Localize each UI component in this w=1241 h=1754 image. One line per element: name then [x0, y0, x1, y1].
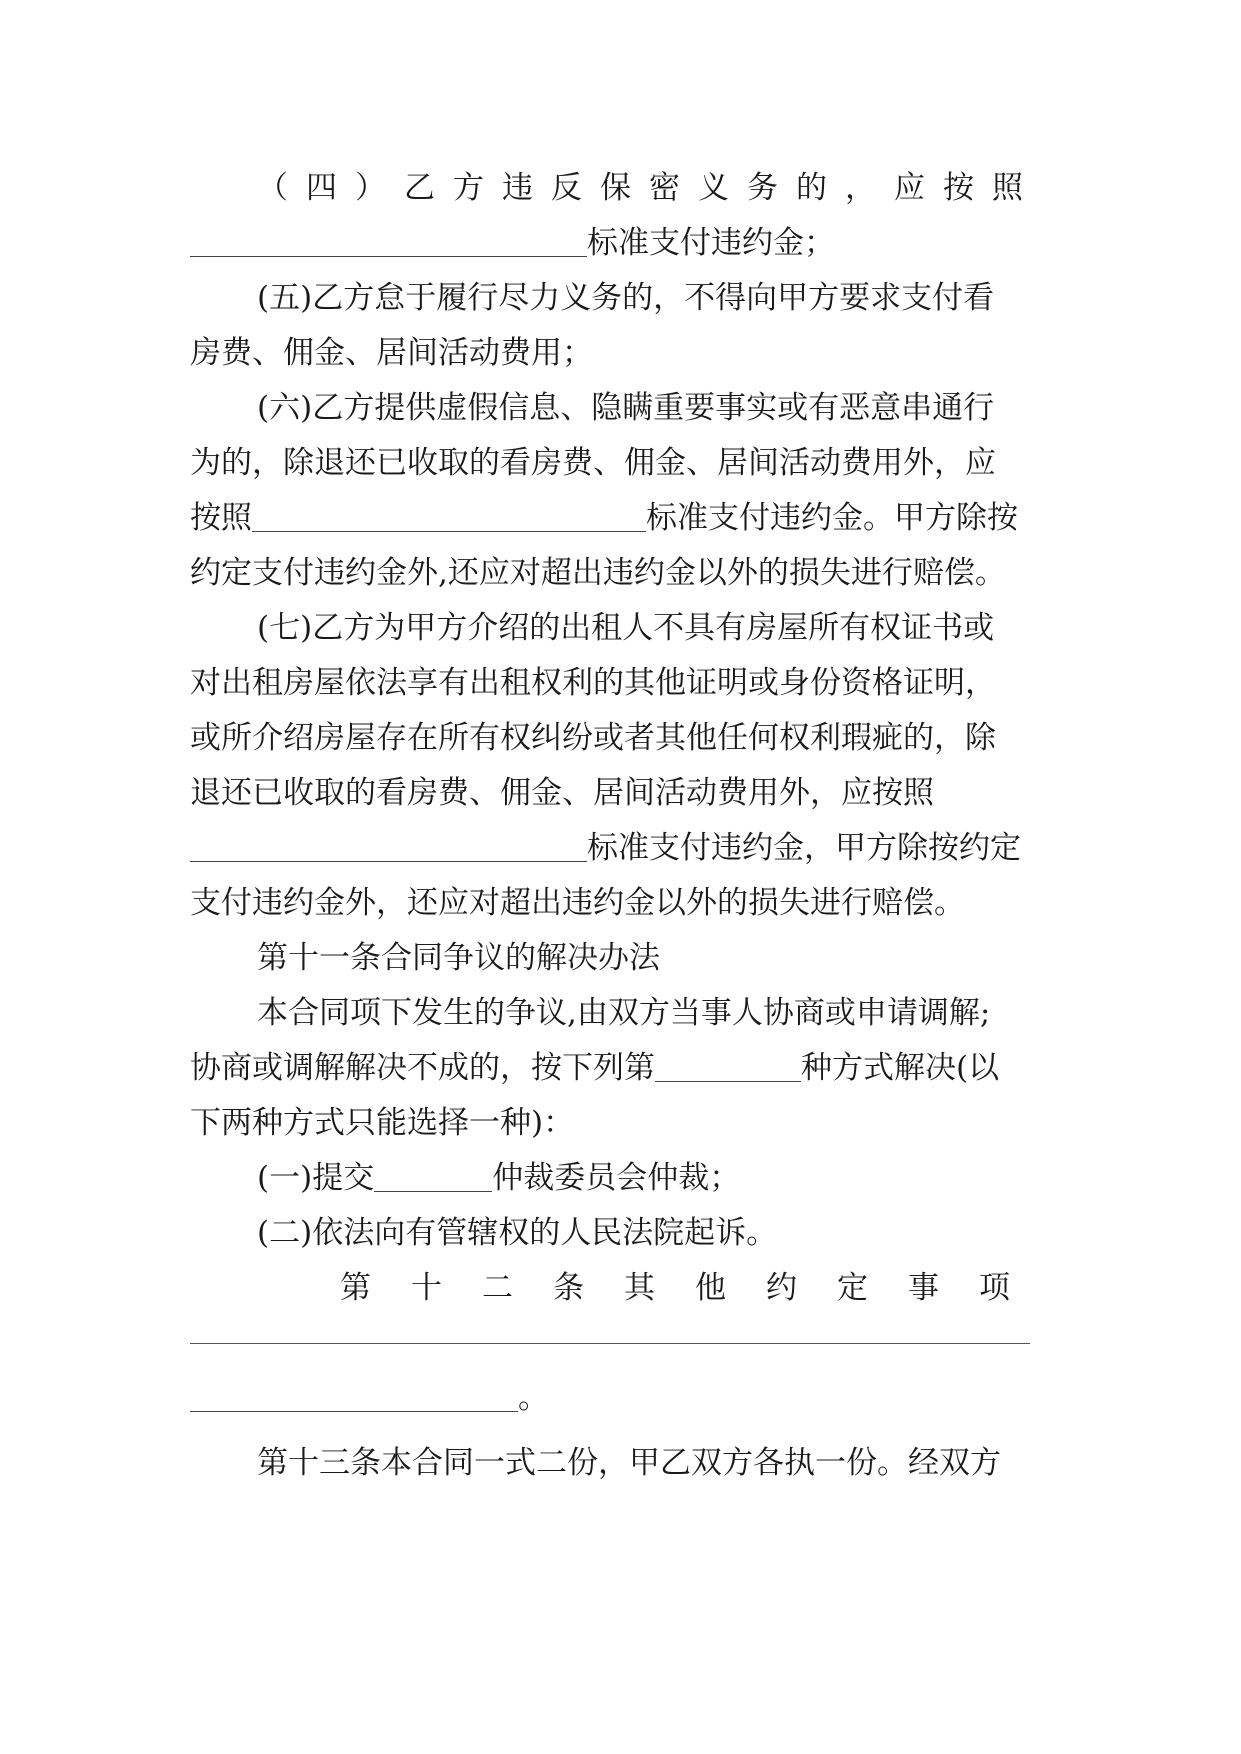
fill-blank-penalty-2[interactable] [252, 501, 646, 532]
clause-6-text-3b: 标准支付违约金。甲方除按 [646, 500, 1018, 536]
clause-7-line-6 [190, 875, 1050, 931]
clause-6-line-4 [190, 545, 1050, 601]
clause-7-text-4: 退还已收取的看房费、佣金、居间活动费用外，应按照 [190, 775, 934, 811]
clause-6-text-1: (六)乙方提供虚假信息、隐瞒重要事实或有恶意串通行 [257, 390, 995, 426]
article-11-text-2b: 种方式解决(以 [801, 1050, 1000, 1086]
fill-blank-penalty-1[interactable] [190, 226, 587, 257]
clause-7-text-2: 对出租房屋依法享有出租权利的其他证明或身份资格证明， [190, 665, 996, 701]
clause-6-line-2 [190, 435, 1050, 491]
clause-5-text-1: (五)乙方怠于履行尽力义务的，不得向甲方要求支付看 [257, 280, 995, 316]
article-11-text-1: 本合同项下发生的争议,由双方当事人协商或申请调解; [257, 995, 991, 1031]
clause-5-line-1 [257, 270, 1050, 326]
article-11-line-1 [257, 985, 1050, 1041]
article-12-end: 。 [518, 1380, 549, 1416]
clause-4-text: （四）乙方违反保密义务的，应按照 [257, 170, 1041, 206]
article-11-line-3 [190, 1095, 1050, 1151]
option-1-text-b: 仲裁委员会仲裁； [492, 1160, 741, 1196]
option-2-line [257, 1205, 1050, 1261]
fill-blank-penalty-3[interactable] [190, 831, 587, 862]
clause-5-line-2 [190, 325, 1050, 381]
clause-7-line-5 [190, 820, 1050, 876]
clause-7-text-6: 支付违约金外，还应对超出违约金以外的损失进行赔偿。 [190, 885, 965, 921]
clause-6-line-1 [257, 380, 1050, 436]
clause-7-text-1: (七)乙方为甲方介绍的出租人不具有房屋所有权证书或 [257, 610, 995, 646]
clause-6-text-3a: 按照 [190, 500, 252, 536]
clause-6-text-2: 为的，除退还已收取的看房费、佣金、居间活动费用外，应 [190, 445, 996, 481]
article-12-title: 第十二条其他约定事项 [340, 1270, 1050, 1306]
clause-7-text-3: 或所介绍房屋存在所有权纠纷或者其他任何权利瑕疵的，除 [190, 720, 996, 756]
article-12-line-2 [190, 1370, 1050, 1426]
article-13-line-1 [257, 1435, 1050, 1491]
article-11-title: 第十一条合同争议的解决办法 [257, 940, 660, 976]
article-11-heading [257, 930, 1050, 986]
article-12-heading [340, 1260, 1050, 1316]
clause-7-line-1 [257, 600, 1050, 656]
clause-7-line-4 [190, 765, 1050, 821]
clause-7-line-3 [190, 710, 1050, 766]
clause-7-text-5: 标准支付违约金，甲方除按约定 [587, 830, 1021, 866]
clause-6-line-3 [190, 490, 1050, 546]
fill-blank-method-number[interactable] [655, 1051, 801, 1082]
fill-line-other-terms-1[interactable] [190, 1343, 1030, 1344]
article-11-text-2a: 协商或调解解决不成的，按下列第 [190, 1050, 655, 1086]
fill-line-other-terms-2[interactable] [190, 1381, 518, 1412]
clause-5-text-2: 房费、佣金、居间活动费用； [190, 335, 593, 371]
option-2-text: (二)依法向有管辖权的人民法院起诉。 [257, 1215, 778, 1251]
article-11-line-2 [190, 1040, 1050, 1096]
article-11-text-3: 下两种方式只能选择一种)： [190, 1105, 575, 1141]
clause-4-line-1 [257, 160, 1050, 216]
option-1-text-a: (一)提交 [257, 1160, 375, 1196]
clause-7-line-2 [190, 655, 1050, 711]
clause-4-tail: 标准支付违约金； [587, 225, 835, 261]
clause-4-line-2 [190, 215, 1050, 271]
article-13-text-1: 第十三条本合同一式二份，甲乙双方各执一份。经双方 [257, 1445, 1001, 1481]
fill-blank-arbitration-committee[interactable] [374, 1161, 492, 1192]
clause-6-text-4: 约定支付违约金外,还应对超出违约金以外的损失进行赔偿。 [190, 555, 1006, 591]
option-1-line [257, 1150, 1050, 1206]
